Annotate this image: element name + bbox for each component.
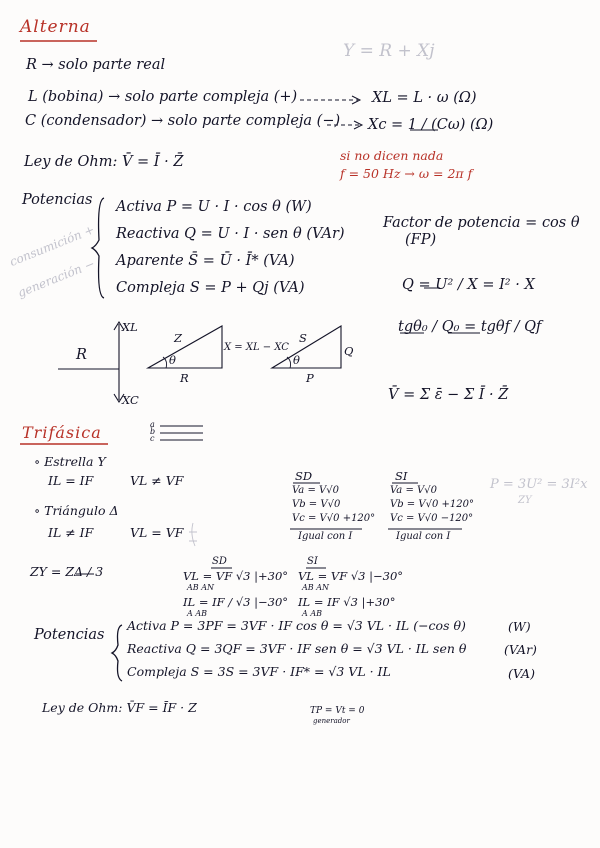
line-r: R → solo parte real xyxy=(26,57,166,73)
sd2-current: IL = IF / √3 |−30° xyxy=(183,595,289,609)
si-row-b: Vb = V√0 +120° xyxy=(390,499,474,510)
zy-formula: ZY = ZΔ / 3 xyxy=(30,564,104,579)
faint-right-note-1: P = 3U² = 3I²x xyxy=(490,477,588,492)
potencia-activa: Activa P = U · I · cos θ (W) xyxy=(116,199,312,215)
potencia-reactiva: Reactiva Q = U · I · sen θ (VAr) xyxy=(116,226,345,242)
trifasica-compleja: Compleja S = 3S = 3VF · IF* = √3 VL · IL xyxy=(127,664,391,679)
estrella-title: ∘ Estrella Y xyxy=(34,454,106,469)
sd-row-c: Vc = V√0 +120° xyxy=(292,513,376,524)
line-l: L (bobina) → solo parte compleja (+) xyxy=(28,89,298,105)
triangulo-rel-2: VL = VF xyxy=(130,525,184,540)
q-formula: Q = U² / X = I² · X xyxy=(402,277,535,293)
legend-a: a xyxy=(150,420,155,429)
tri1-base: R xyxy=(180,371,189,385)
arrow-xl xyxy=(300,96,360,104)
triangulo-title: ∘ Triángulo Δ xyxy=(34,503,119,518)
tri1-angle: θ xyxy=(169,353,176,367)
si2-current: IL = IF √3 |+30° xyxy=(298,595,396,609)
tri2-side: Q xyxy=(344,344,354,358)
estrella-rel-1: IL = IF xyxy=(48,473,94,488)
estrella-rel-2: VL ≠ VF xyxy=(130,473,184,488)
si2-voltage: VL = VF √3 |−30° xyxy=(298,569,404,583)
trifasica-reactiva: Reactiva Q = 3QF = 3VF · IF sen θ = √3 VL · IL sen θ xyxy=(127,641,467,656)
note-line-1: si no dicen nada xyxy=(340,148,444,163)
si2-current-sub: A AB xyxy=(302,609,322,618)
generador-note-1: TP = Vt = 0 xyxy=(310,706,365,716)
generador-note-2: generador xyxy=(313,717,350,725)
faint-right-note-2: ZY xyxy=(518,495,532,506)
axis-label-xl: XL xyxy=(122,320,138,334)
sd-row-a: Va = V√0 xyxy=(292,485,339,496)
sd2-current-sub: A AB xyxy=(187,609,207,618)
tri1-hyp: Z xyxy=(174,331,182,345)
side-note-1: consumición + xyxy=(7,222,97,270)
xl-formula: XL = L · ω (Ω) xyxy=(372,90,477,106)
unit-w: (W) xyxy=(508,619,531,634)
tg-ratio: tgθ₀ / Q₀ = tgθf / Qf xyxy=(398,319,542,335)
trifasica-activa: Activa P = 3PF = 3VF · IF cos θ = √3 VL · IL (−cos θ) xyxy=(127,618,466,633)
factor-potencia-abbr: (FP) xyxy=(405,232,437,248)
note-line-2: f = 50 Hz → ω = 2π f xyxy=(340,166,473,181)
si2-header: SI xyxy=(307,556,318,567)
tri2-hyp: S xyxy=(299,331,307,345)
v-formula: V̄ = Σ ε̄ − Σ Ī · Z̄ xyxy=(388,387,509,403)
si2-voltage-sub: AB AN xyxy=(302,583,329,592)
section-title-alterna: Alterna xyxy=(20,17,91,37)
potencias-label: Potencias xyxy=(22,192,93,208)
xc-formula: Xc = 1 / (Cω) (Ω) xyxy=(368,117,494,133)
ohm-law-alterna: Ley de Ohm: V̄ = Ī · Z̄ xyxy=(24,154,184,170)
tri2-base: P xyxy=(306,371,314,385)
sd2-voltage: VL = VF √3 |+30° xyxy=(183,569,289,583)
phasor-axes xyxy=(58,322,124,402)
axis-label-xc: XC xyxy=(122,393,139,407)
tri1-side: X = XL − XC xyxy=(224,342,289,353)
ohm-law-trifasica: Ley de Ohm: V̄F = ĪF · Z xyxy=(42,700,197,715)
potencia-compleja: Compleja S = P + Qj (VA) xyxy=(116,280,305,296)
legend-c: c xyxy=(150,434,155,443)
brace-potencias xyxy=(92,198,104,298)
sd2-header: SD xyxy=(212,556,227,567)
triangulo-rel-1: IL ≠ IF xyxy=(48,525,94,540)
sd-row-b: Vb = V√0 xyxy=(292,499,341,510)
axis-label-r: R xyxy=(76,347,87,363)
si-header: SI xyxy=(395,469,408,483)
potencia-aparente: Aparente S̄ = Ū · Ī* (VA) xyxy=(116,253,295,269)
side-note-2: generación − xyxy=(15,256,97,301)
si-row-c: Vc = V√0 −120° xyxy=(390,513,474,524)
potencias-trifasica-label: Potencias xyxy=(34,627,105,643)
sd-header: SD xyxy=(295,469,313,483)
faint-corner-note: Y = R + Xj xyxy=(343,41,435,61)
si-row-a: Va = V√0 xyxy=(390,485,437,496)
unit-va: (VA) xyxy=(508,666,535,681)
legend-b: b xyxy=(150,427,156,436)
factor-potencia: Factor de potencia = cos θ xyxy=(383,215,580,231)
sd2-voltage-sub: AB AN xyxy=(187,583,214,592)
sd-footer: Igual con I xyxy=(298,531,353,542)
line-c: C (condensador) → solo parte compleja (−) xyxy=(25,113,341,129)
impedance-triangle xyxy=(148,326,222,368)
phase-legend-lines xyxy=(160,426,203,440)
brace-potencias-trifasica xyxy=(112,625,122,681)
si-footer: Igual con I xyxy=(396,531,451,542)
unit-var: (VAr) xyxy=(504,642,537,657)
tri2-angle: θ xyxy=(293,353,300,367)
section-title-trifasica: Trifásica xyxy=(22,423,102,442)
